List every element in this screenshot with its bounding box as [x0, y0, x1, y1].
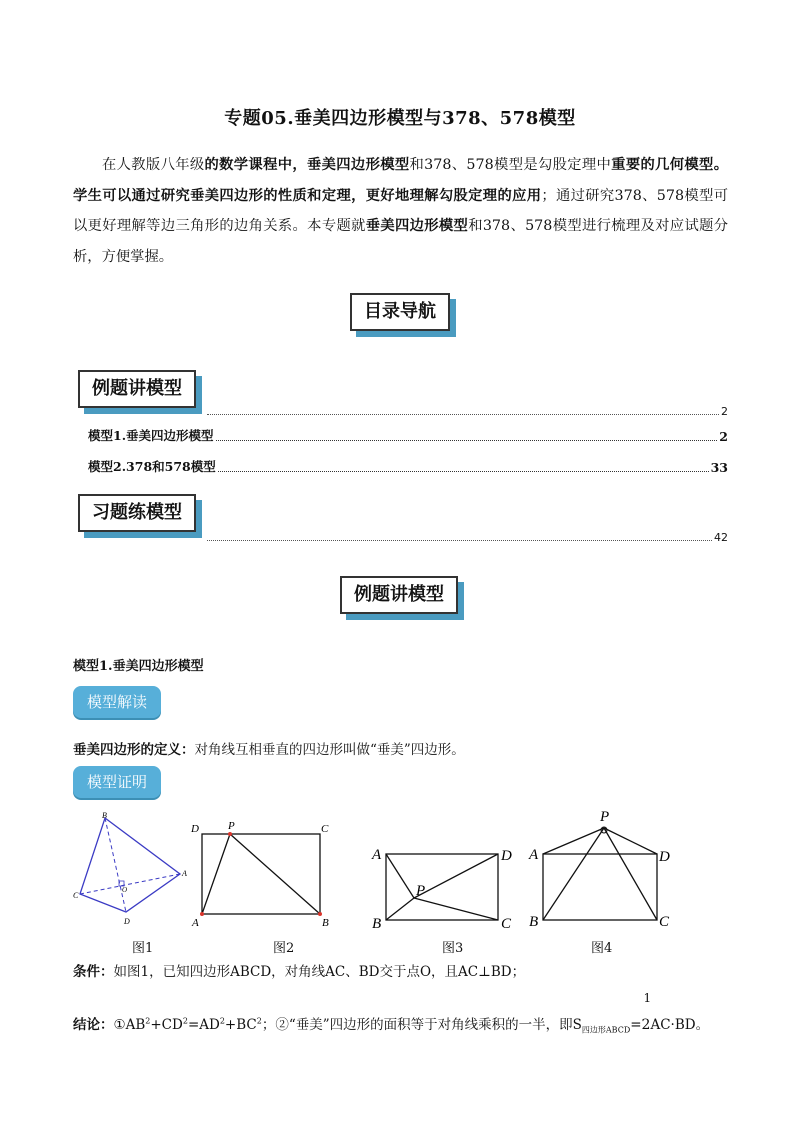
model-proof-pill: 模型证明: [73, 766, 161, 798]
caption-fig1: 图1: [132, 941, 154, 956]
figure-1: [70, 812, 190, 931]
fig2-label-c: C: [321, 823, 329, 835]
fig2-point-b: [318, 912, 322, 916]
conclusion: 结论：$①AB^2+CD^2=AD^2+BC^2$；②“垂美”四边形的面积等于对角线乘积的一半，即$S_{四边形ABCD}=$ 1 2AC·BD。: [73, 991, 710, 1035]
fig2-line-pa: [202, 834, 230, 914]
fig3-line-pd: [414, 854, 498, 898]
fig2-label-p: P: [228, 820, 235, 832]
fig2-point-a: [200, 912, 204, 916]
fig1-label-a: A: [182, 869, 187, 878]
caption-fig2: 图2: [273, 941, 295, 956]
toc-section1-title[interactable]: 例题讲模型: [78, 370, 196, 408]
fig1-quad: [80, 818, 180, 912]
figure-3: [370, 840, 520, 936]
fig3-line-pc: [414, 898, 498, 920]
fig2-rect: [202, 834, 320, 914]
fig3-line-pb: [386, 898, 414, 920]
fraction-one-half: 1 2: [641, 991, 652, 1033]
toc-section2-entry[interactable]: 42: [205, 531, 728, 544]
fig3-label-a: A: [372, 847, 382, 863]
fig4-label-p: P: [600, 809, 610, 825]
figure-2: [190, 818, 340, 934]
intro-paragraph: 在人教版八年级的数学课程中，垂美四边形模型和378、578模型是勾股定理中重要的几何模型。学生可以通过研究垂美四边形的性质和定理，更好地理解勾股定理的应用；通过研究378、578模型可以更好理解等边三角形的边角关系。本专题就垂美四边形模型和378、578模型进行梳理及对应试题分析，方便掌握。: [73, 157, 729, 265]
fig1-label-d: D: [124, 917, 130, 926]
fig3-label-p: P: [416, 883, 426, 899]
model-interpret-pill: 模型解读: [73, 686, 161, 718]
fig3-label-c: C: [501, 916, 512, 932]
caption-fig4: 图4: [591, 941, 613, 956]
condition: 条件：如图1，已知四边形ABCD，对角线AC、BD交于点O，且AC⊥BD；: [73, 964, 526, 980]
fig4-line-pb: [543, 828, 604, 920]
toc-section1-entry[interactable]: 2: [205, 405, 728, 418]
fig2-label-d: D: [191, 823, 199, 835]
definition: 垂美四边形的定义：对角线互相垂直的四边形叫做“垂美”四边形。: [73, 742, 465, 758]
fig4-label-a: A: [529, 847, 539, 863]
caption-fig3: 图3: [442, 941, 464, 956]
toc-nav-title: 目录导航: [350, 293, 450, 331]
toc-item-model2[interactable]: 模型2.378和578模型 33: [88, 459, 728, 475]
fig1-label-b: B: [102, 812, 107, 820]
fig2-point-p: [228, 832, 232, 836]
fig3-label-d: D: [501, 848, 512, 864]
fig1-label-o: O: [122, 886, 128, 894]
fig4-label-d: D: [659, 849, 670, 865]
fig4-line-pc: [604, 828, 657, 920]
fig3-line-pa: [386, 854, 414, 898]
fig2-label-a: A: [192, 917, 199, 929]
fig2-line-pb: [230, 834, 320, 914]
model-heading: 模型1.垂美四边形模型: [73, 659, 204, 674]
toc-section2-title[interactable]: 习题练模型: [78, 494, 196, 532]
fig3-label-b: B: [372, 916, 382, 932]
section-title: 例题讲模型: [340, 576, 458, 614]
fig4-label-c: C: [659, 914, 670, 930]
fig1-label-c: C: [73, 891, 79, 900]
fig2-label-b: B: [322, 917, 329, 929]
toc-item-model1[interactable]: 模型1.垂美四边形模型 2: [88, 428, 728, 444]
fig3-rect: [386, 854, 498, 920]
figure-4: [525, 806, 685, 935]
fig4-rect: [543, 854, 657, 920]
fig4-label-b: B: [529, 914, 539, 930]
page-title: 专题05.垂美四边形模型与378、578模型: [224, 108, 576, 129]
